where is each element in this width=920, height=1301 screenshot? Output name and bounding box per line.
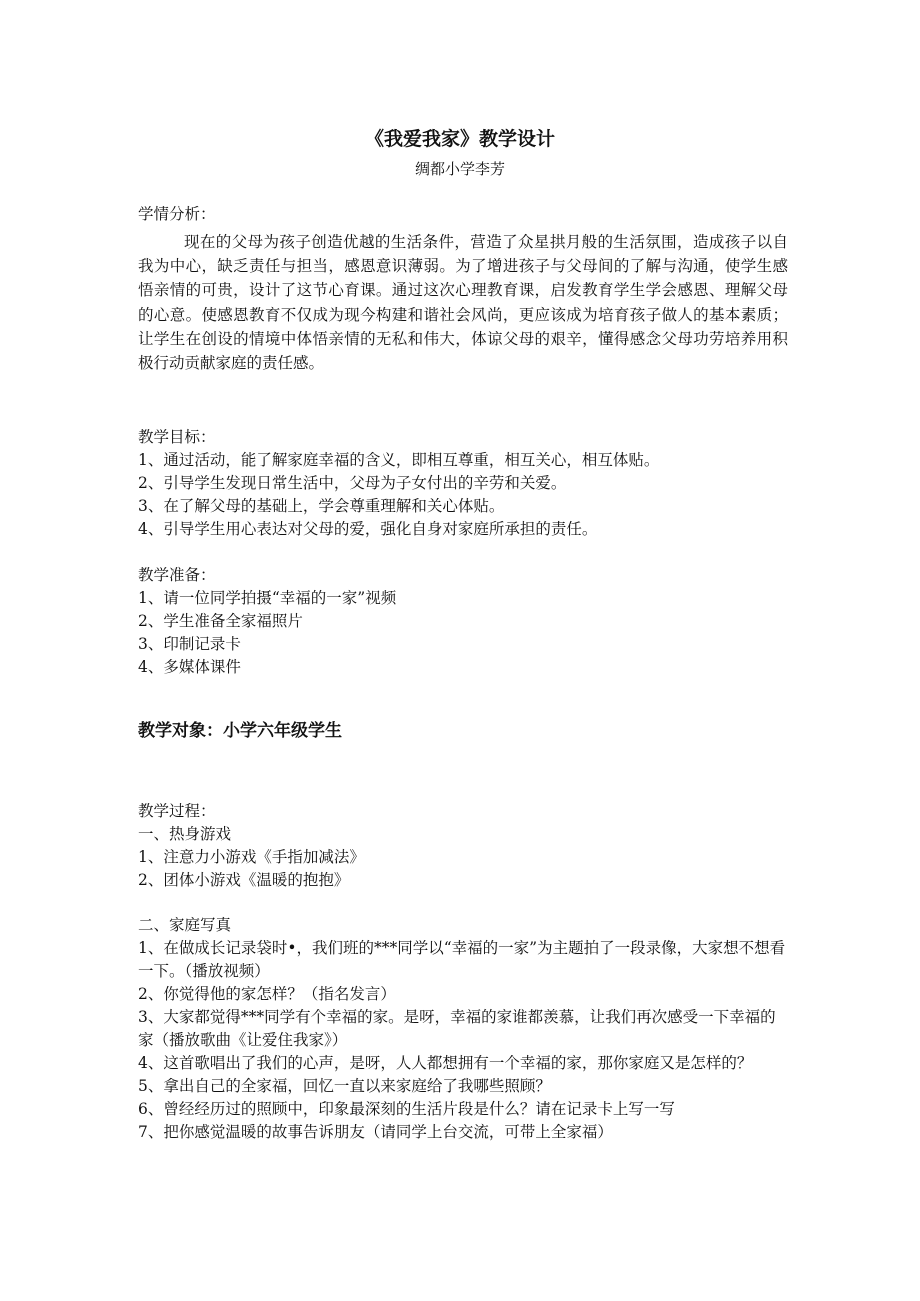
process-item: 7、把你感觉温暖的故事告诉朋友（请同学上台交流，可带上全家福）: [138, 1123, 613, 1141]
preparation-item: 2、学生准备全家福照片: [138, 612, 303, 630]
process-item: 1、注意力小游戏《手指加减法》: [138, 848, 365, 866]
analysis-section: [138, 203, 788, 375]
analysis-heading: 学情分析：: [138, 205, 216, 223]
goals-heading: 教学目标：: [138, 428, 216, 446]
family-section: [138, 914, 788, 1144]
goal-item: 3、在了解父母的基础上，学会尊重理解和关心体贴。: [138, 497, 505, 515]
preparation-item: 4、多媒体课件: [138, 658, 241, 676]
document-author: 绸都小学李芳: [414, 160, 505, 178]
process-item: 4、这首歌唱出了我们的心声，是呀，人人都想拥有一个幸福的家，那你家庭又是怎样的？: [138, 1054, 753, 1072]
preparation-item: 1、请一位同学拍摄“幸福的一家”视频: [138, 589, 397, 607]
preparation-heading: 教学准备：: [138, 566, 216, 584]
goal-item: 4、引导学生用心表达对父母的爱，强化自身对家庭所承担的责任。: [138, 520, 598, 538]
process-item: 2、你觉得他的家怎样？（指名发言）: [138, 985, 396, 1003]
teaching-target: 教学对象：小学六年级学生: [138, 721, 342, 741]
process-item: 1、在做成长记录袋时•，我们班的***同学以“幸福的一家”为主题拍了一段录像，大家想不想看一下。（播放视频）: [138, 939, 786, 980]
goals-section: [138, 426, 788, 541]
analysis-paragraph: 现在的父母为孩子创造优越的生活条件，营造了众星拱月般的生活氛围，造成孩子以自我为中心，缺乏责任与担当，感恩意识薄弱。为了增进孩子与父母间的了解与沟通，使学生感悟亲情的可贵，设计了这节心育课。通过这次心理教育课，启发教育学生学会感恩、理解父母的心意。使感恩教育不仅成为现今构建和谐社会风尚，更应该成为培育孩子做人的基本素质；让学生在创设的情境中体悟亲情的无私和伟大，体谅父母的艰辛，懂得感念父母功劳培养用积极行动贡献家庭的责任感。: [138, 233, 788, 373]
preparation-section: [138, 564, 788, 679]
process-heading: 教学过程：: [138, 802, 216, 820]
process-item: 2、团体小游戏《温暖的抱抱》: [138, 871, 350, 889]
process-item: 3、大家都觉得***同学有个幸福的家。是呀，幸福的家谁都羡慕，让我们再次感受一下幸福的家（播放歌曲《让爱住我家》）: [138, 1008, 776, 1049]
section-title: 一、热身游戏: [138, 825, 232, 843]
section-title: 二、家庭写真: [138, 916, 232, 934]
document-title: 《我爱我家》教学设计: [364, 128, 555, 150]
process-item: 5、拿出自己的全家福，回忆一直以来家庭给了我哪些照顾？: [138, 1077, 551, 1095]
process-section: [138, 800, 788, 892]
preparation-item: 3、印制记录卡: [138, 635, 241, 653]
process-item: 6、曾经经历过的照顾中，印象最深刻的生活片段是什么？请在记录卡上写一写: [138, 1100, 675, 1118]
goal-item: 2、引导学生发现日常生活中，父母为子女付出的辛劳和关爱。: [138, 474, 567, 492]
goal-item: 1、通过活动，能了解家庭幸福的含义，即相互尊重，相互关心，相互体贴。: [138, 451, 660, 469]
